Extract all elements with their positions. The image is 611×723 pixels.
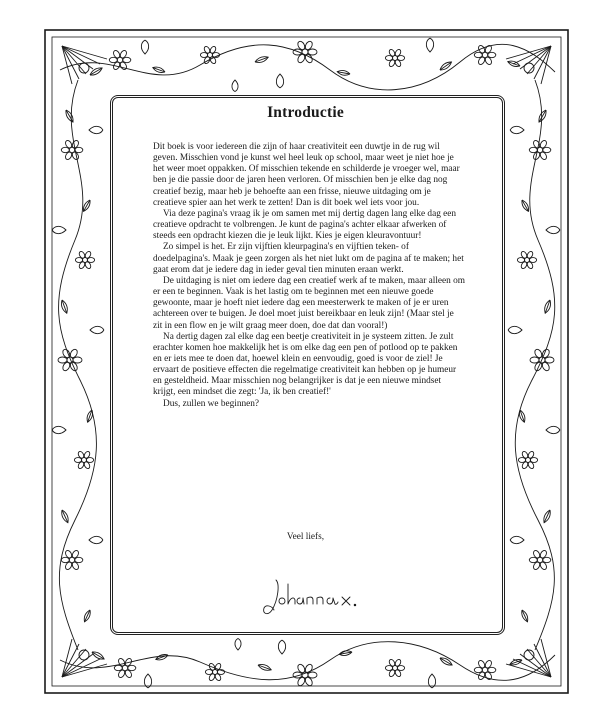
paragraph: Zo simpel is het. Er zijn vijftien kleurpagina's en vijftien teken- of doedelpagina's. Maak je geen zorgen als het niet lukt om de pagina af te maken; het gaat erom dat je iedere dag in ieder geval tien minuten eraan werkt. — [153, 242, 464, 275]
flower-petal — [58, 357, 67, 363]
flower-center — [537, 557, 542, 562]
flower-center — [117, 57, 122, 62]
tulip-bud — [89, 126, 103, 133]
tulip-bud — [510, 126, 524, 133]
paragraph: Dit boek is voor iedereen die zijn of haar creativiteit een duwtje in de rug wil geven. Misschien vond je kunst wel heel leuk op school, maar weet je niet hoe je het weer moet oppakken. Of misschien tekende en schilderde je vroeger wel, maar ben je die passie door de jaren heen verloren. Of misschien ben je elke dag nog creatief bezig, maar heb je behoefte aan een frisse, nieuwe uitdaging om je creatieve spier aan het werk te zetten! Dan is dit boek wel iets voor jou. — [153, 142, 460, 208]
tulip-bud — [141, 40, 148, 54]
flower-center — [526, 458, 531, 463]
intro-body — [153, 142, 465, 410]
tulip-bud — [232, 80, 238, 92]
flower-center — [393, 666, 398, 671]
tulip-bud — [235, 639, 241, 651]
flower-center — [122, 665, 127, 670]
tulip-bud — [508, 326, 522, 333]
tulip-bud — [276, 74, 283, 88]
flower-center — [482, 667, 487, 672]
flower-center — [482, 52, 487, 57]
paragraph: Na dertig dagen zal elke dag een beetje creativiteit in je systeem zitten. Je zult erachter komen hoe makkelijk het is om elke dag een pen of potlood op te pakken en er iets mee te doen dat, hoewel klein en eenvoudig, goed is voor de ziel! Je ervaart de positieve effecten die regelmatige creativiteit kan hebben op je humeur en gesteldheid. Maar misschien nog belangrijker is dat je een nieuwe mindset krijgt, een mindset die zegt: 'Ja, ik ben creatief!' — [153, 331, 458, 398]
flower-center — [69, 147, 74, 152]
tulip-bud — [546, 226, 560, 233]
paragraph: Dus, zullen we beginnen? — [163, 398, 260, 409]
flower-center — [393, 56, 398, 61]
tulip-bud — [52, 426, 66, 433]
vine — [60, 642, 555, 681]
flower-center — [69, 557, 74, 562]
flower-center — [208, 53, 213, 58]
flower-center — [83, 258, 88, 263]
flower-center — [537, 147, 542, 152]
flower-petal — [530, 357, 539, 363]
flower-center — [302, 49, 308, 55]
tulip-bud — [278, 640, 285, 654]
paragraph: Via deze pagina's vraag ik je om samen met mij dertig dagen lang elke dag een creatieve opdracht te volbrengen. Je kunt de pagina's achter elkaar afwerken of steeds een opdracht kiezen die je leuk lijkt. Kies je eigen kleuravontuur! — [153, 208, 457, 242]
handwritten-signature — [258, 572, 368, 620]
flower-center — [213, 670, 218, 675]
flower-center — [525, 258, 530, 263]
page-title: Introductie — [267, 104, 344, 121]
tulip-bud — [546, 426, 560, 433]
tulip-bud — [90, 326, 104, 333]
tulip-bud — [426, 38, 433, 52]
paragraph: De uitdaging is niet om iedere dag een creatief werk af te maken, maar alleen om er een te beginnen. Vaak is het lastig om te beginnen met een nieuwe goede gewoonte, maar je hoeft niet iedere dag een meesterwerk te maken of je er uren achtereen over te buigen. Je doel moet juist bereikbaar en leuk zijn! (Maar stel je zit in een flow en je wilt graag meer doen, doe dat dan vooral!) — [153, 275, 466, 331]
closing-line: Veel liefs, — [286, 532, 325, 542]
flower-center — [82, 458, 87, 463]
tulip-bud — [52, 226, 66, 233]
flower-petal — [293, 49, 302, 55]
